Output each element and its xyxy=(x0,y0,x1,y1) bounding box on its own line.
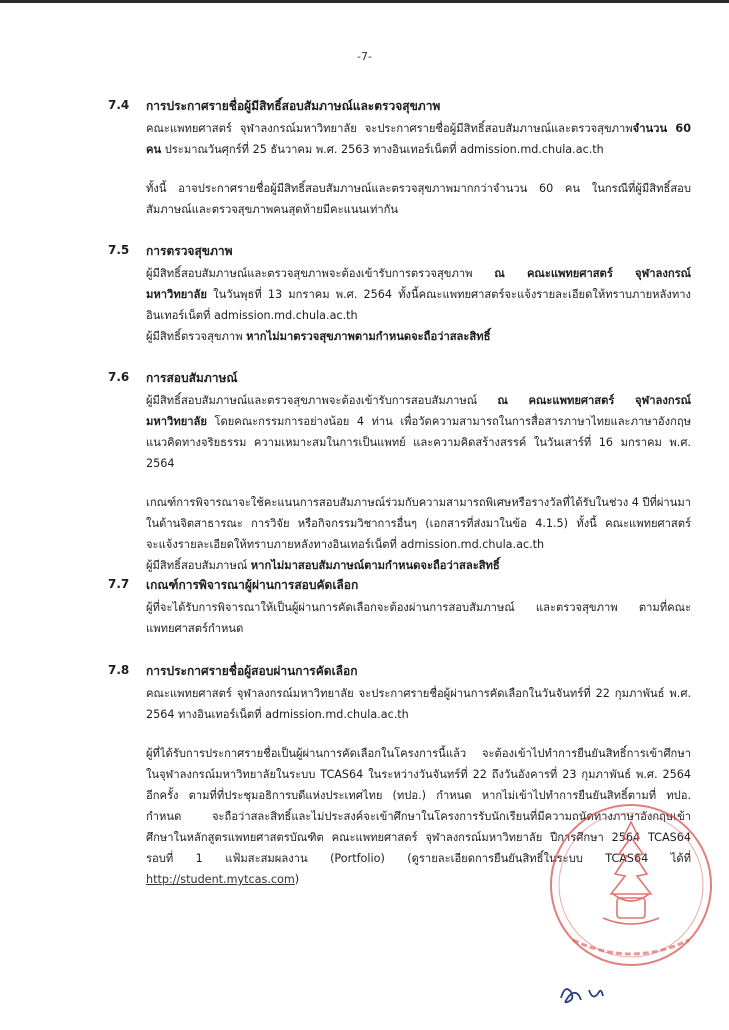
paragraph xyxy=(146,555,691,576)
university-seal-stamp xyxy=(543,790,718,980)
section-number: 7.4 xyxy=(108,98,130,112)
section-title: เกณฑ์การพิจารณาผู้ผ่านการสอบคัดเลือก xyxy=(146,578,359,592)
paragraph: คณะแพทยศาสตร์ จุฬาลงกรณ์มหาวิทยาลัย จะประกาศรายชื่อผู้ผ่านการคัดเลือกในวันจันทร์ที่ 22 กุมภาพันธ์ พ.ศ. 2564 ทางอินเทอร์เน็ตที่ admission.md.chula.ac.th xyxy=(146,687,691,721)
text: ผู้ที่ได้รับการประกาศรายชื่อเป็นผู้ผ่านการคัดเลือกในโครงการนี้แล้ว จะต้องเข้าไปทำการยืนยันสิทธิ์การเข้าศึกษาในจุฬาลงกรณ์มหาวิทยาลัยในระบบ TCAS64 ในระหว่างวันจันทร์ที่ 22 ถึงวันอังคารที่ 23 กุมภาพันธ์ พ.ศ. 2564 อีกครั้ง ตามที่ที่ประชุมอธิการบดีแห่งประเทศไทย (ทปอ.) กำหนด หากไม่เข้าไปทำการยืนยันสิทธิ์ตามที่ ทปอ. กำหนด จะถือว่าสละสิทธิ์และไม่ประสงค์จะเข้าศึกษาในโครงการรับนักเรียนที่มีความถนัดทางภาษาอังกฤษเข้าศึกษาในหลักสูตรแพทยศาสตรบัณฑิต คณะแพทยศาสตร์ จุฬาลงกรณ์มหาวิทยาลัย ปีการศึกษา 2564 TCAS64 รอบที่ 1 แฟ้มสะสมผลงาน (Portfolio) (ดูรายละเอียดการยืนยันสิทธิ์ในระบบ TCAS64 ได้ที่ xyxy=(146,747,691,865)
text: โดยคณะกรรมการอย่างน้อย 4 ท่าน เพื่อวัดความสามารถในการสื่อสารภาษาไทยและภาษาอังกฤษ แนวคิดทางจริยธรรม ความเหมาะสมในการเป็นแพทย์ และความคิดสร้างสรรค์ ในวันเสาร์ที่ 16 มกราคม พ.ศ. 2564 xyxy=(146,415,691,470)
section-number: 7.8 xyxy=(108,663,130,677)
paragraph: ผู้ที่จะได้รับการพิจารณาให้เป็นผู้ผ่านการคัดเลือกจะต้องผ่านการสอบสัมภาษณ์ และตรวจสุขภาพ ตามที่คณะแพทยศาสตร์กำหนด xyxy=(146,601,691,635)
section-title: การประกาศรายชื่อผู้มีสิทธิ์สอบสัมภาษณ์และตรวจสุขภาพ xyxy=(146,99,441,113)
paragraph: ทั้งนี้ อาจประกาศรายชื่อผู้มีสิทธิ์สอบสัมภาษณ์และตรวจสุขภาพมากกว่าจำนวน 60 คน ในกรณีที่ผู้มีสิทธิ์สอบสัมภาษณ์และตรวจสุขภาพคนสุดท้ายมีคะแนนเท่ากัน xyxy=(146,182,691,216)
bold-text: ณ คณะแพทยศาสตร์ จุฬาลงกรณ์มหาวิทยาลัย xyxy=(146,267,692,301)
text: ผู้มีสิทธิ์สอบสัมภาษณ์ xyxy=(146,559,251,572)
tcas-link[interactable]: http://student.mytcas.com xyxy=(146,873,295,886)
paragraph xyxy=(146,263,691,326)
section-number: 7.7 xyxy=(108,577,130,591)
text: ผู้มีสิทธิ์สอบสัมภาษณ์และตรวจสุขภาพจะต้องเข้ารับการสอบสัมภาษณ์ xyxy=(146,394,498,407)
paragraph xyxy=(146,390,691,474)
signature xyxy=(555,978,625,1008)
text: ในวันพุธที่ 13 มกราคม พ.ศ. 2564 ทั้งนี้คณะแพทยศาสตร์จะแจ้งรายละเอียดให้ทราบภายหลังทางอินเทอร์เน็ตที่ admission.md.chula.ac.th xyxy=(146,288,691,322)
paragraph xyxy=(146,326,691,347)
text: ผู้มีสิทธิ์ตรวจสุขภาพ xyxy=(146,330,247,343)
section-title: การประกาศรายชื่อผู้สอบผ่านการคัดเลือก xyxy=(146,664,358,678)
bold-text: หากไม่มาตรวจสุขภาพตามกำหนดจะถือว่าสละสิทธิ์ xyxy=(246,330,491,343)
section-title: การตรวจสุขภาพ xyxy=(146,244,233,258)
text: คณะแพทยศาสตร์ จุฬาลงกรณ์มหาวิทยาลัย จะประกาศรายชื่อผู้มีสิทธิ์สอบสัมภาษณ์และตรวจสุขภาพ xyxy=(146,122,633,135)
page-number: -7- xyxy=(357,50,372,63)
text: ) xyxy=(294,873,300,886)
text: ประมาณวันศุกร์ที่ 25 ธันวาคม พ.ศ. 2563 ทางอินเทอร์เน็ตที่ admission.md.chula.ac.th xyxy=(161,143,604,156)
paragraph: เกณฑ์การพิจารณาจะใช้คะแนนการสอบสัมภาษณ์ร่วมกับความสามารถพิเศษหรือรางวัลที่ได้รับในช่วง 4 ปีที่ผ่านมา ในด้านจิตสาธารณะ การวิจัย หรือกิจกรรมวิชาการอื่นๆ (เอกสารที่ส่งมาในข้อ 4.1.5) ทั้งนี้ คณะแพทยศาสตร์จะแจ้งรายละเอียดให้ทราบภายหลังทางอินเทอร์เน็ตที่ admission.md.chula.ac.th xyxy=(146,496,692,551)
bold-text: ณ คณะแพทยศาสตร์ จุฬาลงกรณ์มหาวิทยาลัย xyxy=(146,394,691,428)
text: ผู้มีสิทธิ์สอบสัมภาษณ์และตรวจสุขภาพจะต้องเข้ารับการตรวจสุขภาพ xyxy=(146,267,495,280)
paragraph xyxy=(146,118,691,160)
section-number: 7.6 xyxy=(108,370,130,384)
section-number: 7.5 xyxy=(108,243,130,257)
bold-text: จำนวน 60 คน xyxy=(146,122,691,156)
bold-text: หากไม่มาสอบสัมภาษณ์ตามกำหนดจะถือว่าสละสิทธิ์ xyxy=(250,559,500,572)
section-title: การสอบสัมภาษณ์ xyxy=(146,371,238,385)
top-border xyxy=(0,0,729,3)
